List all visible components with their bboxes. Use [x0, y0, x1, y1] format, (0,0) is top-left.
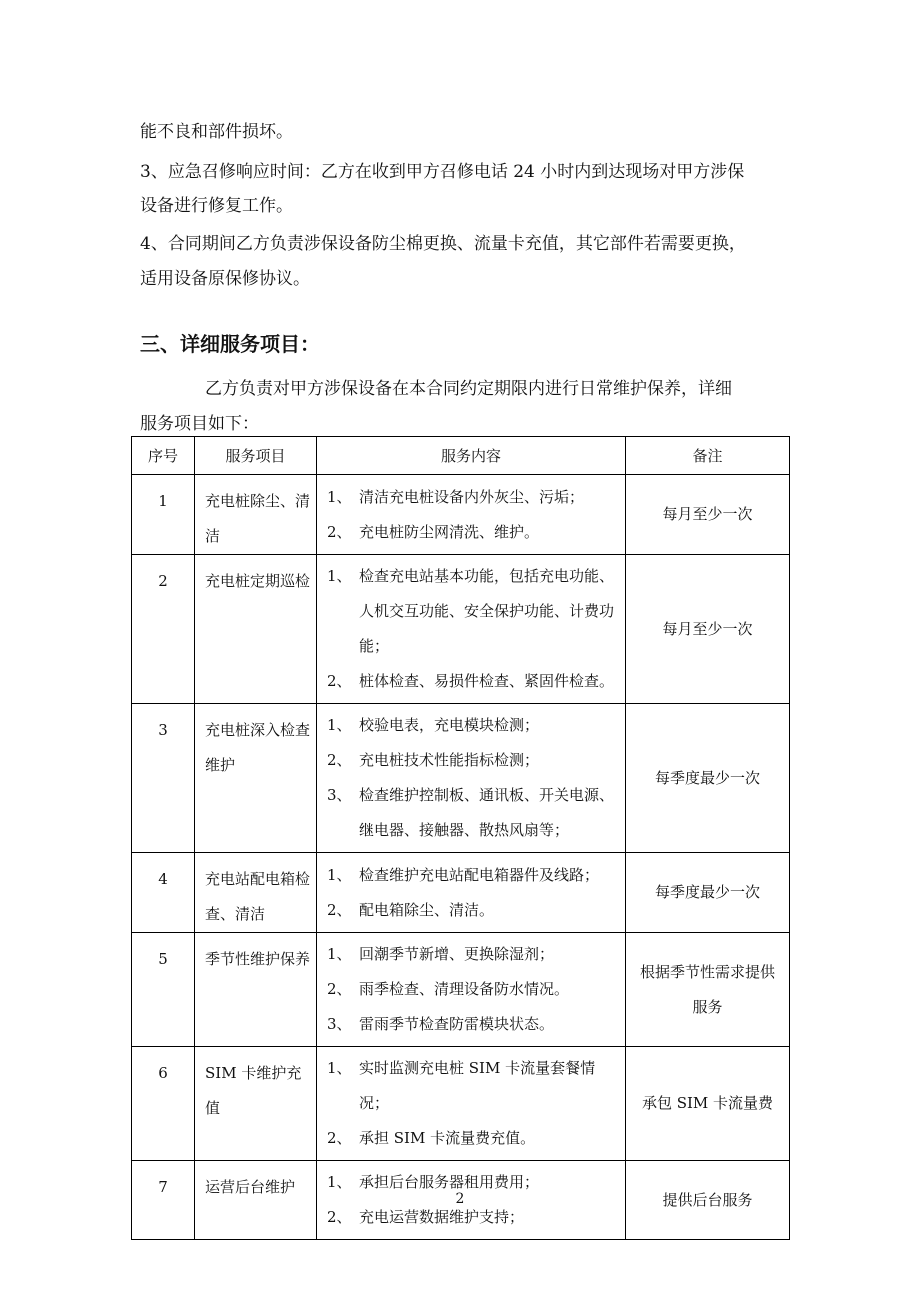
content-number: 2、 [327, 980, 352, 998]
cell-no: 7 [132, 1161, 195, 1240]
content-line [327, 893, 621, 928]
cell-no: 4 [132, 853, 195, 933]
page-number: 2 [455, 1191, 465, 1207]
cell-item: 充电桩定期巡检 [195, 555, 317, 704]
content-text: 承担 SIM 卡流量费充值。 [359, 1129, 536, 1147]
content-number: 1、 [327, 487, 352, 506]
content-line [327, 937, 621, 972]
table-body [132, 475, 790, 1240]
content-number: 2、 [327, 1129, 352, 1147]
cell-note: 每季度最少一次 [626, 853, 790, 933]
content-line [327, 972, 621, 1007]
intro-line: 服务项目如下： [140, 414, 259, 434]
content-number: 1、 [327, 945, 352, 963]
cell-note: 每月至少一次 [626, 555, 790, 704]
content-number: 3、 [327, 1015, 352, 1033]
content-line [327, 858, 621, 893]
content-number: 2、 [327, 672, 352, 690]
cell-content [317, 933, 626, 1047]
header-note: 备注 [626, 437, 790, 475]
cell-content [317, 704, 626, 853]
content-text: 检查充电站基本功能，包括充电功能、人机交互功能、安全保护功能、计费功能； [359, 567, 615, 655]
table-row [132, 475, 790, 555]
paragraph-line: 4、合同期间乙方负责涉保设备防尘棉更换、流量卡充值，其它部件若需要更换， [140, 234, 746, 254]
content-line [327, 778, 621, 848]
content-text: 校验电表，充电模块检测； [359, 716, 540, 734]
cell-item: 运营后台维护 [195, 1161, 317, 1240]
content-number: 1、 [327, 1173, 352, 1191]
content-line [327, 664, 621, 699]
content-number: 3、 [327, 786, 352, 804]
cell-no: 1 [132, 475, 195, 555]
content-line [327, 515, 621, 550]
cell-content [317, 853, 626, 933]
table-header-row [132, 437, 790, 475]
content-line [327, 480, 621, 515]
section-title: 三、详细服务项目： [140, 332, 320, 356]
cell-no: 6 [132, 1047, 195, 1161]
content-text: 充电运营数据维护支持； [359, 1208, 525, 1226]
content-number: 2、 [327, 751, 352, 769]
cell-item: 充电桩深入检查维护 [195, 704, 317, 853]
cell-content [317, 475, 626, 555]
content-number: 2、 [327, 900, 352, 919]
content-text: 实时监测充电桩 SIM 卡流量套餐情况； [359, 1059, 596, 1112]
paragraph-line: 适用设备原保修协议。 [140, 269, 310, 289]
header-item: 服务项目 [195, 437, 317, 475]
paragraph-line: 3、应急召修响应时间：乙方在收到甲方召修电话 24 小时内到达现场对甲方涉保 [140, 162, 745, 182]
cell-item: 充电站配电箱检查、清洁 [195, 853, 317, 933]
content-number: 2、 [327, 1208, 352, 1226]
cell-no: 2 [132, 555, 195, 704]
content-text: 雷雨季节检查防雷模块状态。 [359, 1015, 555, 1033]
cell-item: SIM 卡维护充值 [195, 1047, 317, 1161]
content-number: 1、 [327, 716, 352, 734]
content-line [327, 1051, 621, 1121]
content-text: 承担后台服务器租用费用； [359, 1173, 540, 1191]
cell-no: 3 [132, 704, 195, 853]
service-table [131, 436, 790, 1240]
cell-item: 充电桩除尘、清洁 [195, 475, 317, 555]
header-no: 序号 [132, 437, 195, 475]
table-row [132, 555, 790, 704]
content-text: 回潮季节新增、更换除湿剂； [359, 945, 555, 963]
cell-note: 提供后台服务 [626, 1161, 790, 1240]
table-row [132, 704, 790, 853]
header-content: 服务内容 [317, 437, 626, 475]
paragraph-line: 设备进行修复工作。 [140, 196, 293, 216]
table-row [132, 853, 790, 933]
content-text: 检查维护充电站配电箱器件及线路； [359, 865, 600, 884]
cell-note: 每月至少一次 [626, 475, 790, 555]
cell-content [317, 555, 626, 704]
content-number: 1、 [327, 567, 352, 585]
cell-note: 根据季节性需求提供服务 [626, 933, 790, 1047]
content-line [327, 708, 621, 743]
content-text: 充电桩技术性能指标检测； [359, 751, 540, 769]
content-text: 清洁充电桩设备内外灰尘、污垢； [359, 487, 585, 506]
cell-note: 每季度最少一次 [626, 704, 790, 853]
content-text: 雨季检查、清理设备防水情况。 [359, 980, 570, 998]
cell-item: 季节性维护保养 [195, 933, 317, 1047]
cell-no: 5 [132, 933, 195, 1047]
content-text: 桩体检查、易损件检查、紧固件检查。 [359, 672, 615, 690]
table-row [132, 933, 790, 1047]
content-text: 配电箱除尘、清洁。 [359, 900, 495, 919]
intro-line: 乙方负责对甲方涉保设备在本合同约定期限内进行日常维护保养，详细 [205, 379, 732, 399]
content-number: 2、 [327, 522, 352, 541]
cell-content [317, 1047, 626, 1161]
table-row [132, 1047, 790, 1161]
cell-note: 承包 SIM 卡流量费 [626, 1047, 790, 1161]
content-number: 1、 [327, 865, 352, 884]
content-line [327, 1007, 621, 1042]
content-number: 1、 [327, 1059, 352, 1077]
content-text: 检查维护控制板、通讯板、开关电源、继电器、接触器、散热风扇等； [359, 786, 615, 839]
content-line [327, 559, 621, 664]
paragraph-line: 能不良和部件损坏。 [140, 122, 293, 142]
content-text: 充电桩防尘网清洗、维护。 [359, 522, 540, 541]
content-line [327, 743, 621, 778]
content-line [327, 1121, 621, 1156]
